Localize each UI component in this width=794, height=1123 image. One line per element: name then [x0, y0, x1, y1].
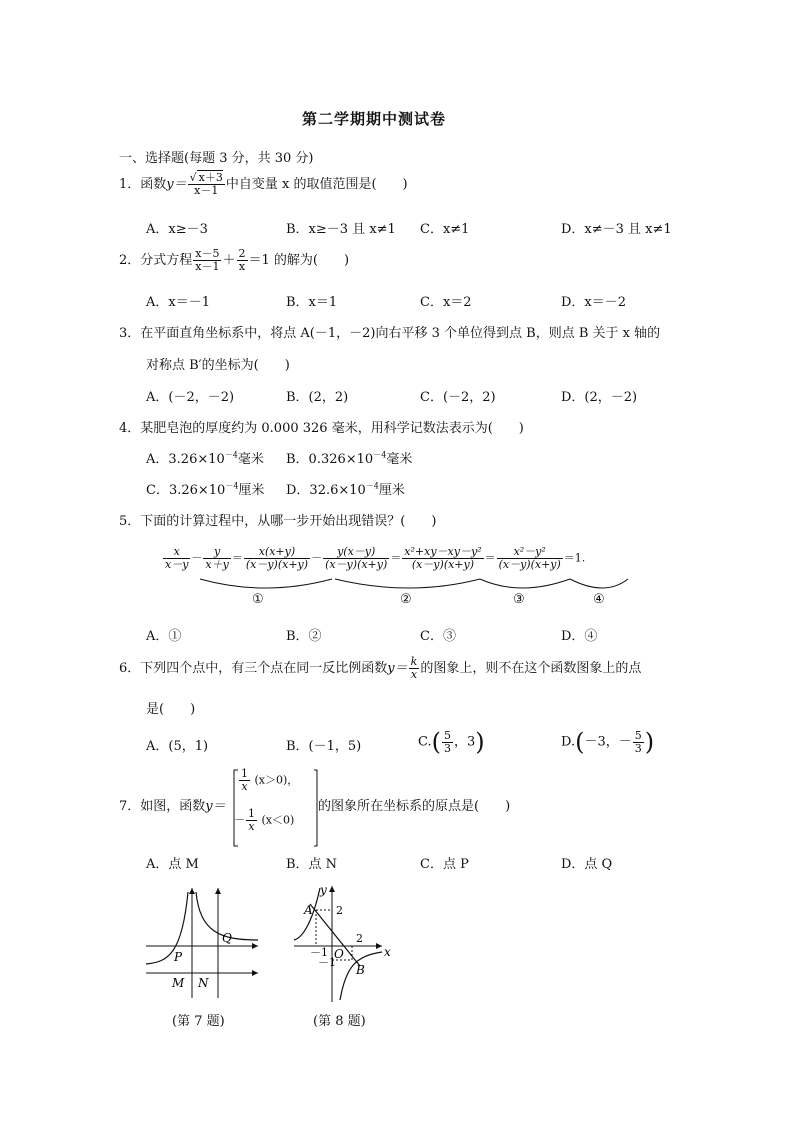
q2-prefix: 2．分式方程	[119, 253, 193, 268]
fig8-tick-ym1: －1	[318, 956, 336, 969]
q1-option-d[interactable]: D．x≠－3 且 x≠1	[561, 222, 672, 237]
q1-option-c[interactable]: C．x≠1	[420, 222, 470, 237]
q6-c-num: 5	[444, 728, 451, 742]
q7-suffix: 的图象所在坐标系的原点是( )	[318, 799, 511, 814]
q5-t-y: y	[214, 545, 221, 558]
q4-b-exp: －4	[373, 450, 387, 460]
step-arc-3	[480, 579, 570, 588]
q1-y: y＝	[166, 177, 187, 192]
q4-c-value: C．3.26×10	[146, 483, 226, 498]
q6-option-c[interactable]	[418, 728, 485, 756]
q5-frac-3	[402, 546, 483, 571]
q7-c1-cond: (x＞0)，	[254, 773, 299, 787]
q7-case-1-frac	[239, 768, 250, 793]
q5-n1: x(x+y)	[258, 545, 296, 558]
q6-option-b[interactable]: B．(－1，5)	[286, 739, 362, 754]
q4-option-b[interactable]	[286, 448, 412, 467]
q2-num-2: 2	[238, 247, 246, 260]
q6-d-num: 5	[634, 728, 642, 742]
fig7-label-q: Q	[222, 931, 232, 945]
q1-numerator: x＋3	[198, 171, 223, 184]
q5-d1: (x－y)(x+y)	[245, 558, 309, 571]
q5-option-d[interactable]: D．④	[561, 629, 598, 644]
fig8-tick-y2: 2	[336, 904, 343, 917]
question-6-line-2: 是( )	[146, 702, 196, 717]
q3-option-d[interactable]: D．(2，－2)	[561, 390, 638, 405]
q6-option-a[interactable]: A．(5，1)	[146, 739, 209, 754]
step-arc-4	[570, 579, 628, 588]
q3-option-a[interactable]: A．(－2，－2)	[146, 390, 235, 405]
q4-a-exp: －4	[224, 450, 238, 460]
q5-eq-1: ＝	[231, 551, 243, 565]
q4-option-c[interactable]	[146, 479, 264, 498]
question-3-line-2: 对称点 B′的坐标为( )	[146, 358, 290, 373]
page-title: 第二学期期中测试卷	[302, 110, 447, 128]
q7-c2-den: x	[248, 820, 255, 833]
q5-d3: (x－y)(x+y)	[411, 558, 475, 571]
paren-left: (	[431, 728, 441, 756]
q7-c1-num: 1	[241, 767, 248, 780]
fig7-label-n: N	[198, 976, 209, 990]
q5-n3: x²+xy－xy－y²	[404, 545, 482, 558]
figure-7-caption: (第 7 题)	[172, 1014, 225, 1029]
q7-prefix: 7．如图，函数	[119, 799, 206, 814]
q6-c-frac	[442, 730, 453, 755]
question-3-line-1: 3．在平面直角坐标系中，将点 A(－1，－2)向右平移 3 个单位得到点 B，则点 B 关于 x 轴的	[119, 326, 661, 341]
section-heading: 一、选择题(每题 3 分，共 30 分)	[119, 151, 314, 166]
q6-y: y＝	[387, 661, 408, 676]
q2-option-d[interactable]: D．x＝－2	[561, 295, 627, 310]
q5-step-2: ②	[400, 592, 412, 607]
q5-option-b[interactable]: B．②	[286, 629, 322, 644]
q7-c2-num: 1	[248, 807, 255, 820]
q7-case-2-frac	[246, 808, 257, 833]
q1-option-b[interactable]: B．x≥－3 且 x≠1	[286, 222, 396, 237]
fig8-label-x: x	[384, 945, 391, 959]
fig8-label-b: B	[356, 963, 365, 977]
sqrt-sign: √	[189, 171, 197, 184]
question-2	[119, 248, 349, 273]
question-5: 5．下面的计算过程中，从哪一步开始出现错误？( )	[119, 514, 437, 529]
q4-d-value: D．32.6×10	[286, 483, 366, 498]
q4-b-value: B．0.326×10	[286, 452, 374, 467]
q5-frac-1	[244, 546, 310, 571]
q7-c1-den: x	[241, 780, 248, 793]
q6-num: k	[410, 655, 418, 668]
q7-y: y＝	[205, 799, 226, 814]
fig7-label-p: P	[174, 950, 183, 964]
q7-option-d[interactable]: D．点 Q	[561, 857, 613, 872]
q2-fraction-1	[193, 248, 221, 273]
q5-option-c[interactable]: C．③	[420, 629, 456, 644]
q5-option-a[interactable]: A．①	[146, 629, 182, 644]
q5-frac-x	[163, 546, 190, 571]
q1-prefix: 1．函数	[119, 177, 167, 192]
paren-left: (	[575, 728, 585, 756]
q4-c-exp: －4	[225, 481, 239, 491]
q5-eq-3: ＝	[484, 551, 496, 565]
q2-suffix: ＝1 的解为( )	[248, 253, 350, 268]
q2-option-a[interactable]: A．x＝－1	[146, 295, 210, 310]
paren-right: )	[475, 728, 485, 756]
q2-plus: ＋	[222, 253, 236, 268]
q5-n2: y(x－y)	[337, 545, 376, 558]
q4-d-unit: 厘米	[378, 483, 405, 498]
q2-option-c[interactable]: C．x＝2	[420, 295, 472, 310]
q3-option-b[interactable]: B．(2，2)	[286, 390, 349, 405]
q5-t-xpy: x＋y	[205, 558, 229, 571]
figure-8-caption: (第 8 题)	[313, 1014, 366, 1029]
q5-step-4: ④	[593, 592, 605, 607]
q3-option-c[interactable]: C．(－2，2)	[420, 390, 496, 405]
q7-c2-cond: (x＜0)	[261, 813, 295, 827]
fig8-label-o: O	[334, 947, 344, 961]
q1-denominator: x－1	[194, 184, 219, 197]
step-arc-2	[335, 579, 480, 588]
q1-option-a[interactable]: A．x≥－3	[146, 222, 208, 237]
q5-step-1: ①	[252, 592, 264, 607]
q5-frac-2	[323, 546, 389, 571]
fig8-tick-xm1: －1	[310, 946, 328, 959]
q4-d-exp: －4	[365, 481, 379, 491]
q6-c-label: C.	[418, 734, 432, 750]
q5-frac-y	[203, 546, 230, 571]
q5-t-xmy: x－y	[165, 558, 189, 571]
q4-a-value: A．3.26×10	[146, 452, 225, 467]
q7-option-a[interactable]: A．点 M	[146, 857, 199, 872]
q5-minus-2: －	[311, 551, 323, 565]
paren-right: )	[644, 728, 655, 756]
q5-frac-4	[497, 546, 563, 571]
q6-den: x	[410, 668, 418, 681]
q4-b-unit: 毫米	[386, 452, 413, 467]
q1-suffix: 中自变量 x 的取值范围是( )	[225, 177, 408, 192]
q5-t-x: x	[173, 545, 180, 558]
question-6	[119, 656, 641, 681]
q2-fraction-2	[237, 248, 248, 273]
q4-a-unit: 毫米	[237, 452, 264, 467]
fig8-label-a: A	[304, 903, 313, 917]
q5-end: ＝1.	[563, 551, 586, 565]
q6-d-label: D.	[561, 734, 576, 750]
q2-den-2: x	[238, 260, 246, 273]
q5-step-3: ③	[513, 592, 525, 607]
question-7-prefix	[119, 795, 226, 814]
q7-option-c[interactable]: C．点 P	[420, 857, 469, 872]
q6-prefix: 6．下列四个点中，有三个点在同一反比例函数	[119, 661, 388, 676]
q1-fraction	[188, 172, 225, 197]
q7-case-2	[234, 808, 294, 833]
q2-option-b[interactable]: B．x＝1	[286, 295, 338, 310]
fig7-label-m: M	[172, 976, 185, 990]
q5-d4: (x－y)(x+y)	[498, 558, 561, 571]
q5-minus-1: －	[191, 551, 203, 565]
q5-expression	[162, 546, 585, 571]
question-4: 4．某肥皂泡的厚度约为 0.000 326 毫米，用科学记数法表示为( )	[119, 421, 524, 436]
q5-d2: (x－y)(x+y)	[325, 558, 388, 571]
q6-c-den: 3	[444, 741, 451, 755]
q6-d-frac	[633, 730, 644, 755]
q5-n4: x²－y²	[513, 545, 546, 558]
q6-option-d[interactable]	[561, 728, 654, 756]
q6-fraction	[409, 656, 420, 681]
q7-case-1	[238, 768, 298, 793]
fig8-tick-x2: 2	[356, 932, 363, 945]
q7-option-b[interactable]: B．点 N	[286, 857, 338, 872]
q4-option-d[interactable]	[286, 479, 405, 498]
q7-c2-sign: －	[234, 813, 245, 827]
q6-suffix: 的图象上，则不在这个函数图象上的点	[420, 661, 642, 676]
q5-step-arcs	[150, 575, 630, 615]
figure-8	[290, 880, 400, 1005]
q6-c-rest: ，3	[454, 734, 476, 750]
step-arc-1	[200, 579, 332, 588]
q2-den-1: x－1	[195, 260, 220, 273]
q4-c-unit: 厘米	[238, 483, 265, 498]
q6-d-mid: －3，－	[584, 734, 632, 750]
q4-option-a[interactable]	[146, 448, 264, 467]
q6-d-den: 3	[634, 741, 642, 755]
q2-num-1: x－5	[195, 247, 220, 260]
fig8-label-y: y	[320, 883, 327, 897]
question-1	[119, 172, 408, 197]
figure-7	[138, 880, 268, 1005]
q5-eq-2: ＝	[390, 551, 402, 565]
